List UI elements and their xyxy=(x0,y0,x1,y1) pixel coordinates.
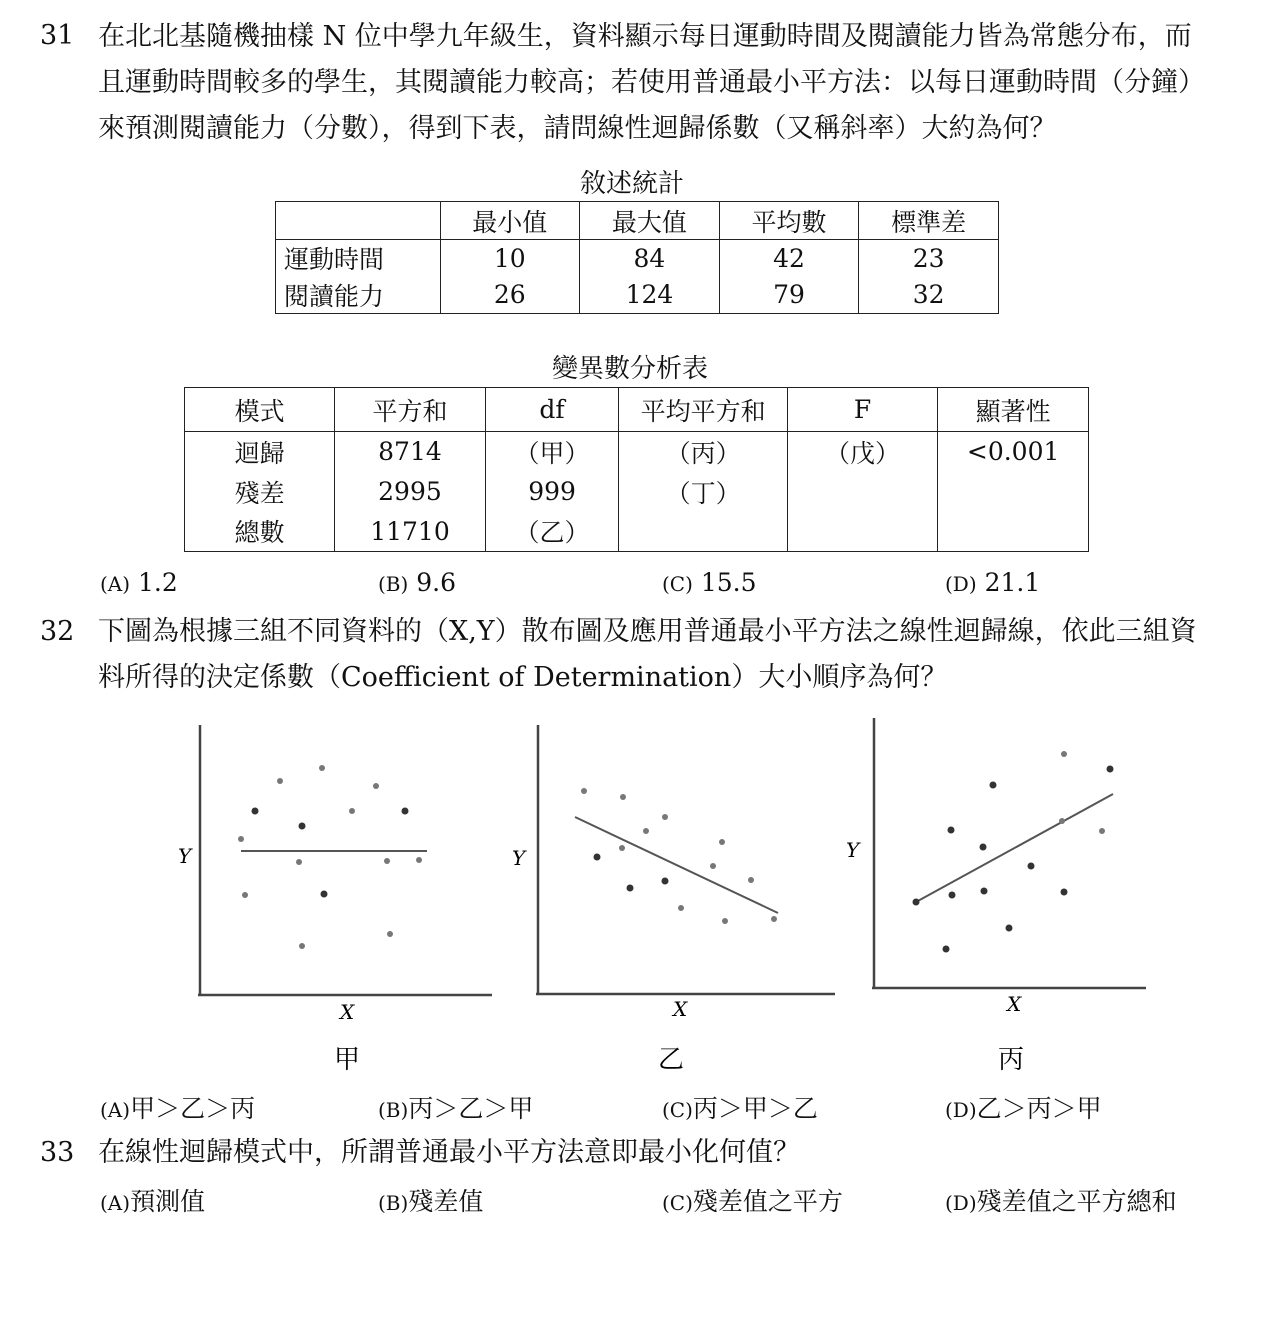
anova-table xyxy=(184,387,1089,552)
q31-option-a[interactable] xyxy=(100,568,178,597)
table-cell: 閱讀能力 xyxy=(276,277,441,314)
table-cell: 23 xyxy=(859,240,999,277)
q32-option-b[interactable] xyxy=(378,1089,533,1125)
table-row xyxy=(185,432,1089,472)
option-label: (B) xyxy=(378,1098,409,1122)
q32-option-a[interactable] xyxy=(100,1089,255,1125)
option-text: 甲＞乙＞丙 xyxy=(130,1094,256,1123)
descriptive-stats-table xyxy=(275,201,999,314)
question-33-line-1: 在線性迴歸模式中，所謂普通最小平方法意即最小化何值？ xyxy=(98,1137,800,1168)
option-label: (A) xyxy=(100,572,131,596)
question-31-line-3: 來預測閱讀能力（分數），得到下表，請問線性迴歸係數（又稱斜率）大約為何？ xyxy=(98,113,1057,144)
table-cell: （丙） xyxy=(619,432,787,472)
table-cell: 2995 xyxy=(335,472,486,512)
x-axis-label: X xyxy=(1007,992,1022,1016)
scatter-points xyxy=(913,751,1114,953)
plot-caption: 丙 xyxy=(998,1045,1025,1075)
scatter-points xyxy=(238,765,422,949)
option-text: 預測值 xyxy=(130,1187,206,1216)
scatter-plot-yi xyxy=(512,725,835,1075)
plot-caption: 甲 xyxy=(334,1045,361,1075)
table-cell: 32 xyxy=(859,277,999,314)
table-cell: 124 xyxy=(580,277,720,314)
option-text: 15.5 xyxy=(700,568,757,597)
option-label: (D) xyxy=(945,1098,977,1122)
option-label: (A) xyxy=(100,1098,131,1122)
table-cell: 26 xyxy=(440,277,580,314)
option-text: 21.1 xyxy=(984,568,1041,597)
q31-option-b[interactable] xyxy=(378,568,456,597)
table-cell: 42 xyxy=(719,240,859,277)
option-text: 丙＞甲＞乙 xyxy=(692,1094,818,1123)
table-header-cell: 平方和 xyxy=(335,388,486,432)
anova-table-title: 變異數分析表 xyxy=(552,354,709,384)
option-text: 1.2 xyxy=(138,568,178,597)
q31-option-c[interactable] xyxy=(662,568,757,597)
descriptive-stats-title: 敘述統計 xyxy=(580,169,685,199)
table-cell xyxy=(787,512,938,552)
option-text: 9.6 xyxy=(416,568,457,597)
option-text: 丙＞乙＞甲 xyxy=(408,1094,534,1123)
q33-option-b[interactable] xyxy=(378,1182,483,1218)
scatter-plots xyxy=(0,700,1274,1090)
question-32-line-1: 下圖為根據三組不同資料的（X,Y）散布圖及應用普通最小平方法之線性迴歸線，依此三組資 xyxy=(98,616,1197,647)
question-32-line-2: 料所得的決定係數（Coefficient of Determination）大小順序為何？ xyxy=(98,662,948,693)
table-cell: （甲） xyxy=(485,432,619,472)
y-axis-label: Y xyxy=(512,846,526,870)
regression-line xyxy=(916,794,1113,902)
scatter-plot-bing xyxy=(846,718,1146,1075)
q33-option-a[interactable] xyxy=(100,1182,205,1218)
table-cell: （丁） xyxy=(619,472,787,512)
q31-option-d[interactable] xyxy=(945,568,1040,597)
option-text: 殘差值之平方總和 xyxy=(976,1187,1177,1216)
table-cell: 殘差 xyxy=(185,472,335,512)
question-33-number: 33 xyxy=(40,1137,75,1168)
table-row xyxy=(276,277,999,314)
q33-option-c[interactable] xyxy=(662,1182,843,1218)
table-cell xyxy=(787,472,938,512)
table-cell: 84 xyxy=(580,240,720,277)
option-label: (A) xyxy=(100,1191,131,1215)
question-31-line-1: 在北北基隨機抽樣 N 位中學九年級生，資料顯示每日運動時間及閱讀能力皆為常態分布，而 xyxy=(98,21,1192,52)
table-header-cell: 模式 xyxy=(185,388,335,432)
table-cell: 10 xyxy=(440,240,580,277)
scatter-points xyxy=(581,788,777,924)
table-cell: 總數 xyxy=(185,512,335,552)
q33-option-d[interactable] xyxy=(945,1182,1177,1218)
question-31-number: 31 xyxy=(40,20,75,51)
table-header-cell: 顯著性 xyxy=(938,388,1089,432)
table-cell: <0.001 xyxy=(938,432,1089,472)
table-header-cell xyxy=(276,202,441,240)
table-header-cell: 平均數 xyxy=(719,202,859,240)
table-cell: 運動時間 xyxy=(276,240,441,277)
table-header-cell: F xyxy=(787,388,938,432)
table-cell: 8714 xyxy=(335,432,486,472)
table-header-cell: df xyxy=(485,388,619,432)
table-cell xyxy=(938,472,1089,512)
table-header-cell: 標準差 xyxy=(859,202,999,240)
table-row xyxy=(185,512,1089,552)
option-label: (D) xyxy=(945,572,977,596)
table-cell: 迴歸 xyxy=(185,432,335,472)
question-32-number: 32 xyxy=(40,616,75,647)
option-label: (C) xyxy=(662,572,693,596)
q32-option-d[interactable] xyxy=(945,1089,1102,1125)
option-label: (B) xyxy=(378,572,409,596)
table-row xyxy=(276,240,999,277)
table-cell: （戊） xyxy=(787,432,938,472)
option-text: 殘差值 xyxy=(408,1187,484,1216)
table-row xyxy=(185,472,1089,512)
table-header-cell: 平均平方和 xyxy=(619,388,787,432)
table-cell: 11710 xyxy=(335,512,486,552)
table-cell xyxy=(938,512,1089,552)
plot-caption: 乙 xyxy=(658,1045,685,1075)
table-header-cell: 最小值 xyxy=(440,202,580,240)
table-cell: 999 xyxy=(485,472,619,512)
table-cell xyxy=(619,512,787,552)
table-cell: （乙） xyxy=(485,512,619,552)
table-cell: 79 xyxy=(719,277,859,314)
scatter-plot-jia xyxy=(178,725,492,1075)
question-31-line-2: 且運動時間較多的學生，其閱讀能力較高；若使用普通最小平方法：以每日運動時間（分鐘） xyxy=(98,67,1205,98)
table-header-cell: 最大值 xyxy=(580,202,720,240)
x-axis-label: X xyxy=(340,1000,355,1024)
option-label: (C) xyxy=(662,1098,693,1122)
option-text: 乙＞丙＞甲 xyxy=(976,1094,1102,1123)
option-label: (C) xyxy=(662,1191,693,1215)
option-label: (B) xyxy=(378,1191,409,1215)
y-axis-label: Y xyxy=(178,844,192,868)
q32-option-c[interactable] xyxy=(662,1089,818,1125)
option-text: 殘差值之平方 xyxy=(692,1187,843,1216)
regression-line xyxy=(575,817,778,913)
x-axis-label: X xyxy=(673,997,688,1021)
y-axis-label: Y xyxy=(846,838,860,862)
option-label: (D) xyxy=(945,1191,977,1215)
